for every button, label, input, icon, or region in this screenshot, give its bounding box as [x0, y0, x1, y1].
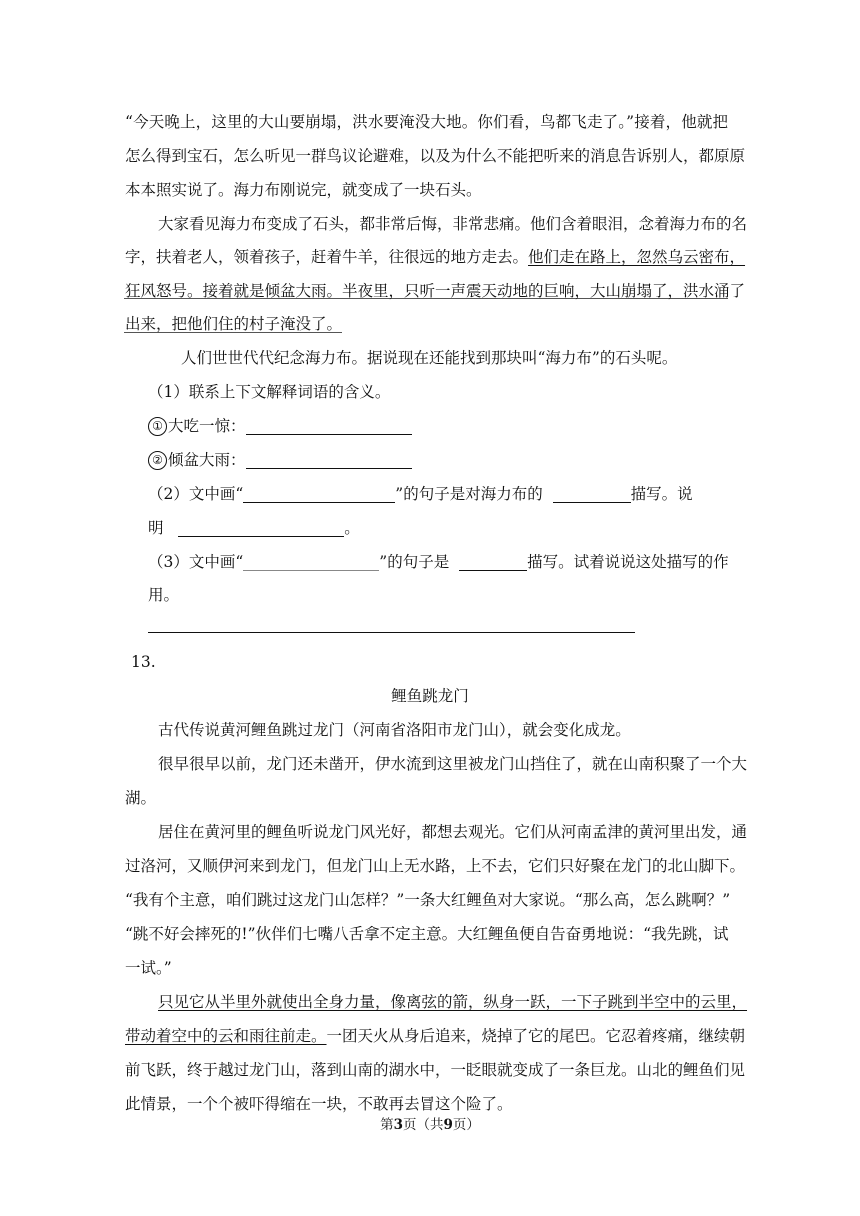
- question-1-item-1: [148, 415, 412, 437]
- question-text: ”的句子是对海力布的: [395, 485, 543, 503]
- question-text: 描写。说: [630, 485, 693, 503]
- wavy-line-sample: [243, 554, 379, 571]
- passage-line: 狂风怒号。接着就是倾盆大雨。半夜里，只听一声震天动地的巨响，大山崩塌了，洪水涌了: [125, 282, 746, 300]
- passage-line: “跳不好会摔死的!”伙伴们七嘴八舌拿不定主意。大红鲤鱼便自告奋勇地说：“我先跳，试: [125, 925, 729, 943]
- circled-number: ②: [148, 451, 167, 470]
- question-3: [148, 551, 729, 573]
- passage-text: 一团天火从身后追来，烧掉了它的尾巴。它忍着疼痛，继续朝: [326, 1027, 746, 1045]
- passage-line: 古代传说黄河鲤鱼跳过龙门（河南省洛阳市龙门山），就会变化成龙。: [158, 721, 631, 739]
- question-2-cont: [148, 517, 360, 539]
- question-2: [148, 483, 693, 505]
- answer-blank[interactable]: [246, 452, 412, 469]
- question-text: （3）文中画“: [148, 553, 244, 571]
- question-text: 描写。试着说说这处描写的作: [527, 553, 729, 571]
- passage-text: 字，扶着老人，领着孩子，赶着牛羊，往很远的地方走去。: [125, 248, 529, 266]
- answer-blank[interactable]: [553, 486, 631, 503]
- footer-text: 页）: [452, 1117, 480, 1133]
- passage-line: 居住在黄河里的鲤鱼听说龙门风光好，都想去观光。它们从河南孟津的黄河里出发，通: [158, 823, 748, 841]
- passage-line: 很早很早以前，龙门还未凿开，伊水流到这里被龙门山挡住了，就在山南积聚了一个大: [158, 755, 748, 773]
- page-number: 3: [393, 1117, 403, 1133]
- passage-line: 过洛河，又顺伊河来到龙门，但龙门山上无水路，上不去，它们只好聚在龙门的北山脚下。: [125, 857, 746, 875]
- question-text: 明: [148, 519, 164, 537]
- circled-number: ①: [148, 417, 167, 436]
- word-label: 大吃一惊：: [168, 417, 246, 435]
- question-1: （1）联系上下文解释词语的含义。: [148, 383, 391, 401]
- underlined-sentence: 他们走在路上，忽然乌云密布，: [528, 248, 746, 266]
- underlined-sentence: 带动着空中的云和雨往前走。: [125, 1027, 327, 1045]
- passage-line: 湖。: [125, 789, 157, 807]
- passage-line: 此情景，一个个被吓得缩在一块，不敢再去冒这个险了。: [125, 1095, 513, 1113]
- question-text: 。: [344, 519, 360, 537]
- underlined-sentence: 只见它从半里外就使出全身力量，像离弦的箭，纵身一跃，一下子跳到半空中的云里，: [158, 993, 748, 1011]
- hand-drawn-underline: [124, 332, 342, 333]
- page-total: 9: [443, 1117, 453, 1133]
- passage-line: 本本照实说了。海力布刚说完，就变成了一块石头。: [125, 181, 482, 199]
- footer-text: 第: [380, 1117, 394, 1133]
- answer-line[interactable]: [148, 632, 635, 633]
- question-3-cont: 用。: [148, 586, 180, 604]
- passage-line: 一试。”: [125, 959, 172, 977]
- answer-blank[interactable]: [178, 520, 344, 537]
- page-footer: [0, 1114, 860, 1136]
- word-label: 倾盆大雨：: [168, 451, 246, 469]
- answer-blank[interactable]: [459, 554, 527, 571]
- passage-line: 人们世世代代纪念海力布。据说现在还能找到那块叫“海力布”的石头呢。: [181, 349, 678, 367]
- passage-line: “我有个主意，咱们跳过这龙门山怎样？”一条大红鲤鱼对大家说。“那么高，怎么跳啊？”: [125, 891, 731, 909]
- passage-line: [125, 1025, 746, 1047]
- passage-title: 鲤鱼跳龙门: [391, 687, 469, 705]
- question-text: ”的句子是: [379, 553, 450, 571]
- footer-text: 页（共: [403, 1117, 444, 1133]
- passage-line: “今天晚上，这里的大山要崩塌，洪水要淹没大地。你们看，鸟都飞走了。”接着，他就把: [125, 113, 728, 131]
- passage-line: [125, 246, 746, 268]
- answer-blank[interactable]: [246, 418, 412, 435]
- passage-line: 怎么得到宝石，怎么听见一群鸟议论避难，以及为什么不能把听来的消息告诉别人，都原原: [125, 147, 746, 165]
- passage-line: 出来，把他们住的村子淹没了。: [125, 315, 343, 333]
- question-text: （2）文中画“: [148, 485, 244, 503]
- question-1-item-2: [148, 449, 412, 471]
- item-number: 13.: [131, 653, 156, 671]
- underline-sample: [243, 486, 395, 503]
- passage-line: 前飞跃，终于越过龙门山，落到山南的湖水中，一眨眼就变成了一条巨龙。山北的鲤鱼们见: [125, 1061, 746, 1079]
- passage-line: 大家看见海力布变成了石头，都非常后悔，非常悲痛。他们含着眼泪，念着海力布的名: [158, 215, 748, 233]
